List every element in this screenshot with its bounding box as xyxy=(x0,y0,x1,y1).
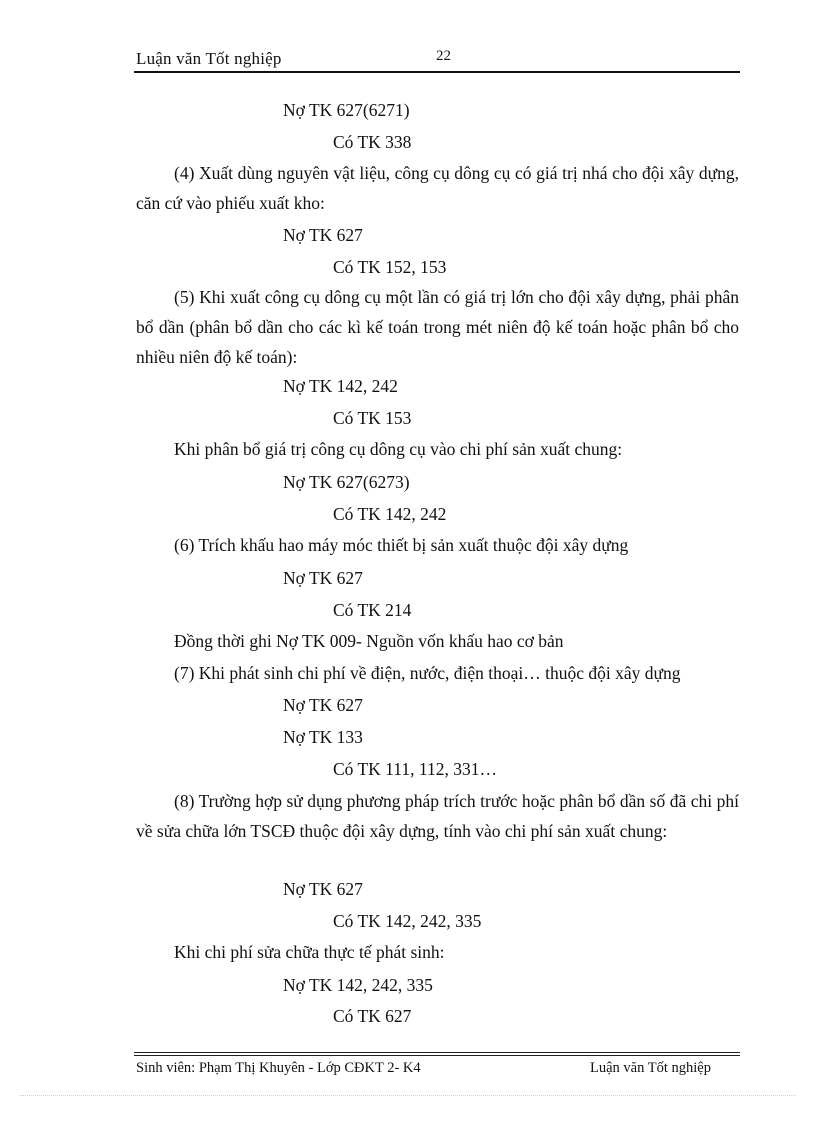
entry-debit-line: Nợ TK 142, 242 xyxy=(283,376,398,396)
footer-rule xyxy=(134,1052,740,1053)
paragraph-item-5: (5) Khi xuất công cụ dông cụ một lần có giá trị lớn cho đội xây dựng, phải phân bổ dần (phân bổ dần cho các kì kế toán trong mét niên độ kế toán hoặc phân bổ cho nhiều niên độ kế toán): xyxy=(136,287,739,367)
entry-credit-line: Có TK 152, 153 xyxy=(333,257,447,277)
entry-debit-line: Nợ TK 627 xyxy=(283,879,363,899)
footer-rule xyxy=(134,1055,740,1056)
header-rule xyxy=(134,71,740,73)
entry-debit-line: Nợ TK 627 xyxy=(283,568,363,588)
paragraph-item-4: (4) Xuất dùng nguyên vật liệu, công cụ dông cụ có giá trị nhá cho đội xây dựng, căn cứ vào phiếu xuất kho: xyxy=(136,163,739,213)
text-line: Khi phân bổ giá trị công cụ dông cụ vào chi phí sản xuất chung: xyxy=(174,439,623,459)
entry-debit-line: Nợ TK 627 xyxy=(283,225,363,245)
paragraph-item-8: (8) Trường hợp sử dụng phương pháp trích trước hoặc phân bổ dần số đã chi phí về sửa chữa lớn TSCĐ thuộc đội xây dựng, tính vào chi phí sản xuất chung: xyxy=(136,791,739,841)
entry-credit-line: Có TK 142, 242 xyxy=(333,504,447,524)
footer-title: Luận văn Tốt nghiệp xyxy=(590,1060,711,1076)
header-title: Luận văn Tốt nghiệp xyxy=(136,49,282,68)
page-bottom-border xyxy=(20,1095,796,1096)
text-line: Đồng thời ghi Nợ TK 009- Nguồn vốn khấu hao cơ bản xyxy=(174,631,564,651)
entry-debit-line: Nợ TK 142, 242, 335 xyxy=(283,975,433,995)
text-line-item-7: (7) Khi phát sinh chi phí về điện, nước, điện thoại… thuộc đội xây dựng xyxy=(174,663,681,683)
entry-debit-line: Nợ TK 627 xyxy=(283,695,363,715)
text-line-item-6: (6) Trích khấu hao máy móc thiết bị sản xuất thuộc đội xây dựng xyxy=(174,535,629,555)
text-line: Khi chi phí sửa chữa thực tế phát sinh: xyxy=(174,942,445,962)
entry-credit-line: Có TK 111, 112, 331… xyxy=(333,759,497,779)
entry-credit-line: Có TK 142, 242, 335 xyxy=(333,911,482,931)
page-number: 22 xyxy=(436,48,451,64)
entry-credit-line: Có TK 627 xyxy=(333,1006,412,1026)
entry-credit-line: Có TK 153 xyxy=(333,408,412,428)
entry-credit-line: Có TK 338 xyxy=(333,132,412,152)
entry-debit-line: Nợ TK 627(6273) xyxy=(283,472,410,492)
entry-debit-line: Nợ TK 627(6271) xyxy=(283,100,410,120)
entry-credit-line: Có TK 214 xyxy=(333,600,412,620)
footer-student: Sinh viên: Phạm Thị Khuyên - Lớp CĐKT 2- K4 xyxy=(136,1060,421,1076)
entry-debit-line: Nợ TK 133 xyxy=(283,727,363,747)
